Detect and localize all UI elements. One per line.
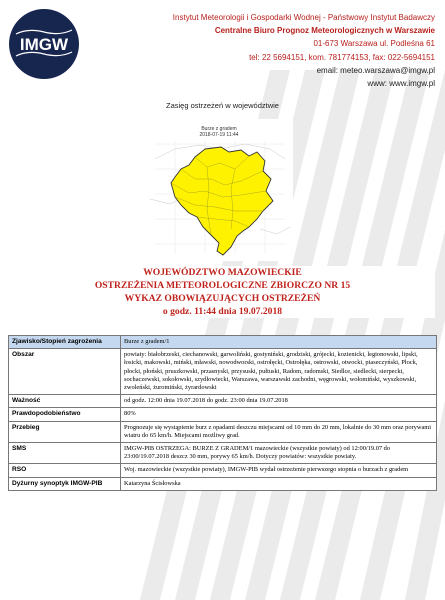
table-row bbox=[9, 395, 437, 408]
mazowieckie-region bbox=[171, 147, 273, 255]
logo-letters: IMGW bbox=[19, 35, 69, 54]
map-title: Zasięg ostrzeżeń w województwie bbox=[166, 101, 279, 110]
voivodeship-map bbox=[145, 119, 293, 261]
office-name: Centralne Biuro Prognoz Meteorologicznych w Warszawie bbox=[214, 26, 435, 36]
row-label: SMS bbox=[9, 443, 121, 464]
headline-voivodeship: WOJEWÓDZTWO MAZOWIECKIE bbox=[143, 267, 302, 278]
row-label: Przebieg bbox=[9, 421, 121, 442]
table-row bbox=[9, 349, 437, 395]
headline-issue-time: o godz. 11:44 dnia 19.07.2018 bbox=[162, 306, 283, 317]
row-value: Prognozuje się wystąpienie burz z opadami deszczu miejscami od 10 mm do 20 mm, lokalnie do 30 mm oraz porywami wiatru do 65 km/h. Miejscami możliwy grad. bbox=[121, 421, 437, 442]
table-row bbox=[9, 336, 437, 349]
row-label: Zjawisko/Stopień zagrożenia bbox=[9, 336, 121, 349]
map-caption-time: 2018-07-19 11:44 bbox=[199, 132, 239, 138]
table-row bbox=[9, 443, 437, 464]
email-line[interactable]: email: meteo.warszawa@imgw.pl bbox=[316, 65, 435, 75]
row-value: powiaty: białobrzeski, ciechanowski, garwoliński, gostyniński, grodziski, grójecki, kozienicki, legionowski, lipski, łosicki, makowski, miński, mławski, nowodworski, ostrołęcki, Ostrołęka, ostrowski, otwocki, piaseczyński, Płock, płocki, płoński, pruszkowski, przasnyski, przysuski, pułtuski, Radom, radomski, Siedlce, siedlecki, sierpecki, sochaczewski, sokołowski, szydłowiecki, Warszawa, warszawski zachodni, węgrowski, wołomiński, wyszkowski, zwoleński, żuromiński, żyrardowski bbox=[121, 349, 437, 395]
phone-line: tel: 22 5694151, kom. 781774153, fax: 022-5694151 bbox=[249, 52, 435, 62]
warning-table bbox=[8, 335, 437, 491]
row-label: Obszar bbox=[9, 349, 121, 395]
headline-warning-number: OSTRZEŻENIA METEOROLOGICZNE ZBIORCZO NR 15 bbox=[94, 280, 351, 291]
table-row bbox=[9, 408, 437, 421]
row-value: IMGW-PIB OSTRZEGA: BURZE Z GRADEM/1 mazowieckie (wszystkie powiaty) od 12:00/19.07 do 23:00/19.07.2018 deszcz 30 mm, porywy 65 km/h. Dotyczy powiatów: wszystkie powiaty. bbox=[121, 443, 437, 464]
row-label: Prawdopodobieństwo bbox=[9, 408, 121, 421]
table-row bbox=[9, 477, 437, 490]
table-row bbox=[9, 464, 437, 477]
row-value: 80% bbox=[121, 408, 437, 421]
address: 01-673 Warszawa ul. Podleśna 61 bbox=[313, 39, 435, 49]
institute-name: Instytut Meteorologii i Gospodarki Wodnej - Państwowy Instytut Badawczy bbox=[172, 13, 435, 22]
row-value: Woj. mazowieckie (wszystkie powiaty), IMGW-PIB wydał ostrzeżenie pierwszego stopnia o burzach z gradem bbox=[121, 464, 437, 477]
table-row bbox=[9, 421, 437, 442]
map-caption-type: Burze z gradem bbox=[201, 126, 237, 132]
map-panel bbox=[145, 119, 293, 261]
institute-header bbox=[92, 11, 435, 90]
row-label: Dyżurny synoptyk IMGW-PIB bbox=[9, 477, 121, 490]
warning-headline bbox=[10, 266, 435, 318]
imgw-logo bbox=[8, 8, 80, 80]
headline-list-title: WYKAZ OBOWIĄZUJĄCYCH OSTRZEŻEŃ bbox=[124, 293, 321, 304]
row-value: Katarzyna Ścisłowska bbox=[121, 477, 437, 490]
row-label: RSO bbox=[9, 464, 121, 477]
row-label: Ważność bbox=[9, 395, 121, 408]
row-value: od godz. 12:00 dnia 19.07.2018 do godz. 23:00 dnia 19.07.2018 bbox=[121, 395, 437, 408]
www-line[interactable]: www: www.imgw.pl bbox=[367, 79, 435, 89]
row-value: Burze z gradem/1 bbox=[121, 336, 437, 349]
